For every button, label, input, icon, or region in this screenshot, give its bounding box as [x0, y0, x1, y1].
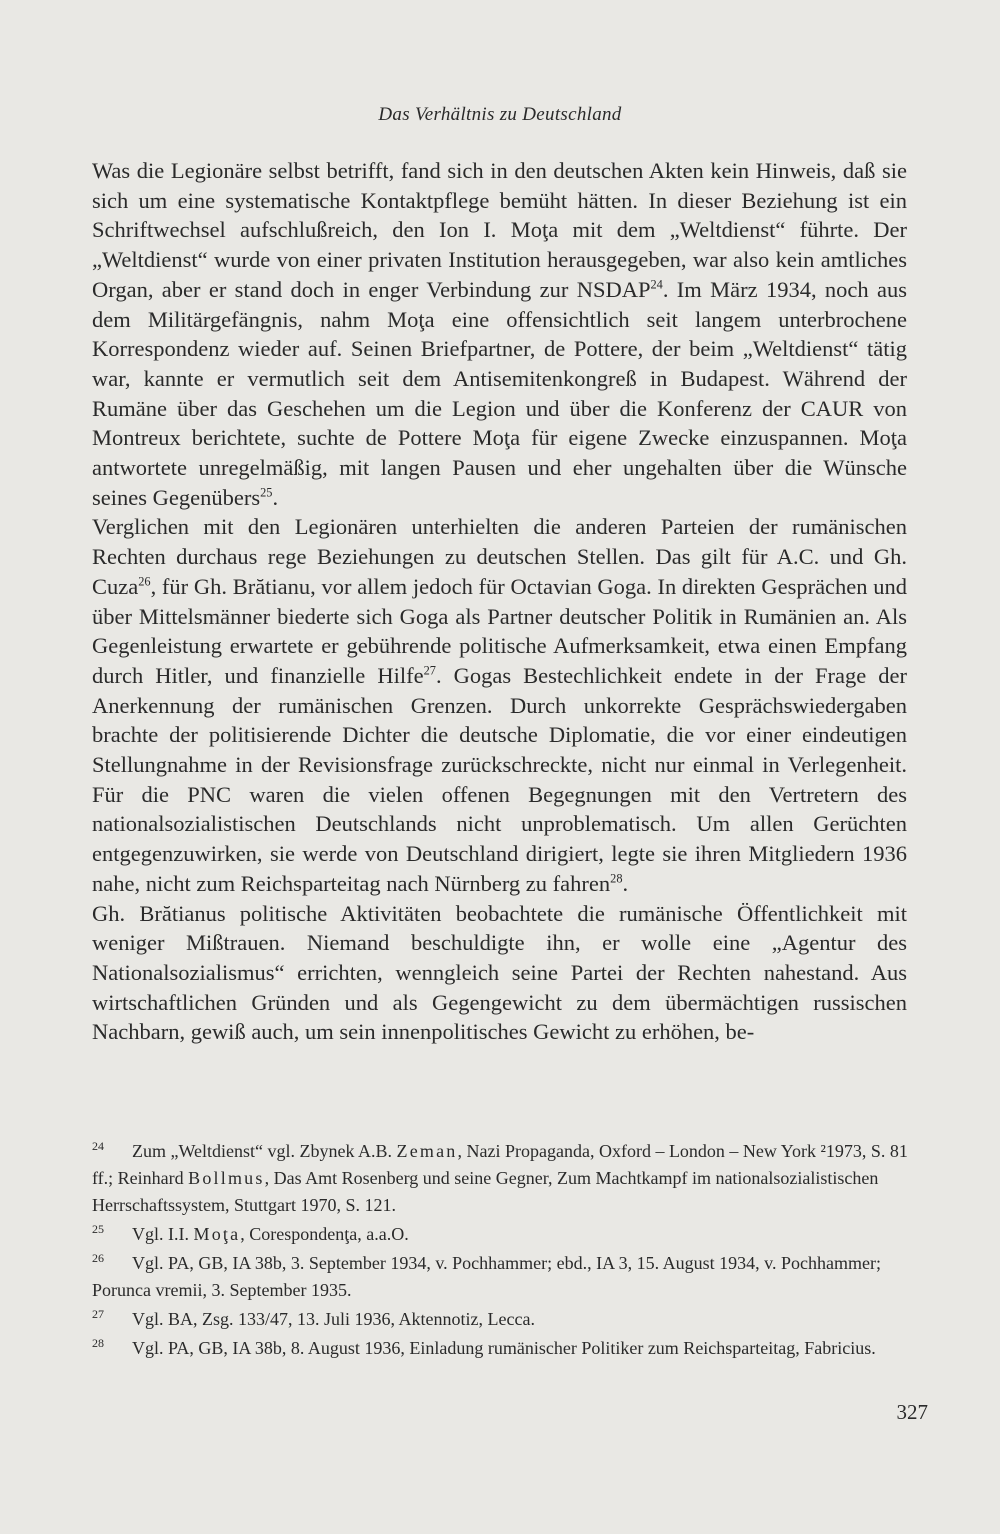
footnote-ref[interactable]: 24 — [650, 277, 663, 292]
main-text — [92, 156, 907, 1047]
footnote-ref[interactable]: 26 — [138, 574, 151, 589]
footnotes — [92, 1138, 922, 1364]
page-number: 327 — [896, 1400, 928, 1424]
paragraph-2: Verglichen mit den Legionären unterhielten die anderen Parteien der rumänischen Rechten durchaus rege Beziehungen zu deutschen Stellen. Das gilt für A.C. und Gh. Cuza$^{26}$, für Gh. Brătianu, vor allem jedoch für Octavian Goga. In direkten Gesprächen und über Mittelsmänner biederte sich Goga als Partner deutscher Politik in Rumänien an. Als Gegenleistung erwartete er gebührende politische Aufmerksamkeit, etwa einen Empfang durch Hitler, und finanzielle Hilfe$^{27}$. Gogas Bestechlichkeit endete in der Frage der Anerkennung der rumänischen Grenzen. Durch unkorrekte Gesprächswiedergaben brachte der politisierende Dichter die deutsche Diplomatie, die vor einer eindeutigen Stellungnahme in der Revisionsfrage zurückschreckte, nicht nur einmal in Verlegenheit. Für die PNC waren die vielen offenen Begegnungen mit den Vertretern des nationalsozialistischen Deutschlands nicht unproblematisch. Um allen Gerüchten entgegenzuwirken, sie werde von Deutschland dirigiert, legte sie ihren Mitgliedern 1936 nahe, nicht zum Reichsparteitag nach Nürnberg zu fahren$^{28}$. — [92, 514, 908, 896]
paragraph-1: Was die Legionäre selbst betrifft, fand sich in den deutschen Akten kein Hinweis, daß sie sich um eine systematische Kontaktpflege bemüht hätten. In dieser Beziehung ist ein Schriftwechsel aufschlußreich, den Ion I. Moţa mit dem „Weltdienst“ führte. Der „Weltdienst“ wurde von einer privaten Institution herausgegeben, war also kein amtliches Organ, aber er stand doch in enger Verbindung zur NSDAP$^{24}$. Im März 1934, noch aus dem Militärgefängnis, nahm Moţa eine offensichtlich seit langem unterbrochene Korrespondenz wieder auf. Seinen Briefpartner, de Pottere, der beim „Weltdienst“ tätig war, kannte er vermutlich seit dem Antisemitenkongreß in Budapest. Während der Rumäne über das Geschehen um die Legion und über die Konferenz der CAUR von Montreux berichtete, suchte de Pottere Moţa für eigene Zwecke einzuspannen. Moţa antwortete unregelmäßig, mit langen Pausen und eher ungehalten über die Wünsche seines Gegenübers$^{25}$. — [92, 158, 907, 510]
footnote-ref[interactable]: 25 — [260, 485, 273, 500]
running-head: Das Verhältnis zu Deutschland — [378, 104, 622, 125]
footnote-ref[interactable]: 27 — [423, 663, 436, 678]
footnote-ref[interactable]: 28 — [610, 871, 623, 886]
footnote: 25 Vgl. I.I. Moţa, Corespondenţa, a.a.O. — [92, 1222, 409, 1244]
paragraph-3: Gh. Brătianus politische Aktivitäten beobachtete die rumänische Öffentlichkeit mit weniger Mißtrauen. Niemand beschuldigte ihn, er wolle eine „Agentur des Nationalsozialismus“ errichten, wenngleich seine Partei der Rechten nahestand. Aus wirtschaftlichen Gründen und als Gegengewicht zu dem übermächtigen russischen Nachbarn, gewiß auch, um sein innenpolitisches Gewicht zu erhöhen, be- — [92, 900, 907, 1045]
footnote: 28 Vgl. PA, GB, IA 38b, 8. August 1936, Einladung rumänischer Politiker zum Reichsparteitag, Fabricius. — [92, 1336, 876, 1358]
footnote: 27 Vgl. BA, Zsg. 133/47, 13. Juli 1936, Aktennotiz, Lecca. — [92, 1307, 535, 1329]
footnote: 24 Zum „Weltdienst“ vgl. Zbynek A.B. Zeman, Nazi Propaganda, Oxford – London – New York ²1973, S. 81 ff.; Reinhard Bollmus, Das Amt Rosenberg und seine Gegner, Zum Machtkampf im nationalsozialistischen Herrschaftssystem, Stuttgart 1970, S. 121. — [92, 1139, 908, 1215]
footnote: 26 Vgl. PA, GB, IA 38b, 3. September 1934, v. Pochhammer; ebd., IA 3, 15. August 1934, v. Pochhammer; Porunca vremii, 3. September 1935. — [92, 1251, 881, 1300]
